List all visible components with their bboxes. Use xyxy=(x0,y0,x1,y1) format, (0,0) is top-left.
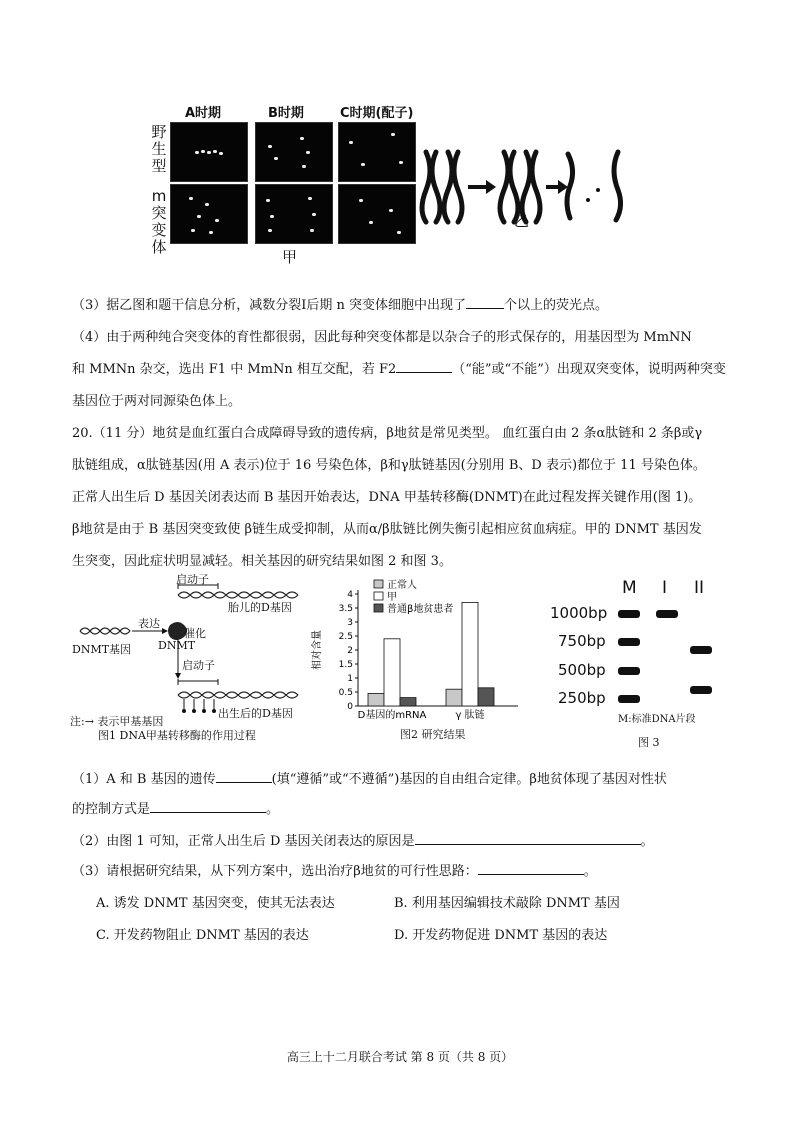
band-ii-700 xyxy=(690,646,712,654)
lane-label-i: I xyxy=(662,578,668,598)
promoter-top-label: 启动子 xyxy=(176,573,209,586)
figure-2 xyxy=(310,574,525,754)
band-m-500 xyxy=(618,667,640,675)
bar xyxy=(384,639,400,706)
q20-2: （2）由图 1 可知，正常人出生后 D 基因关闭表达的原因是 。 xyxy=(72,834,654,849)
x-tick-label: D基因的mRNA xyxy=(357,710,427,721)
q20-p5: 生突变，因此症状明显减轻。相关基因的研究结果如图 2 和图 3。 xyxy=(72,554,452,569)
bar xyxy=(478,688,494,706)
lane-label-ii: II xyxy=(694,578,705,598)
row-label-mutant: m突变体 xyxy=(151,187,167,256)
legend-swatch xyxy=(374,604,383,612)
q19-4-line3: 基因位于两对同源染色体上。 xyxy=(72,394,242,409)
y-tick-label: 0 xyxy=(347,702,353,712)
legend-swatch xyxy=(374,592,383,600)
dnmt-gene-label: DNMT基因 xyxy=(72,643,132,656)
q19-4-line1: （4）由于两种纯合突变体的育性都很弱，因此每种突变体都是以杂合子的形式保存的，用基因型为 MmNN xyxy=(72,330,692,345)
micrograph-wild-a xyxy=(170,122,248,182)
bar xyxy=(400,698,416,706)
option-b[interactable]: B. 利用基因编辑技术敲除 DNMT 基因 xyxy=(394,896,620,911)
q20-1-blank-b[interactable] xyxy=(150,812,266,813)
option-a[interactable]: A. 诱发 DNMT 基因突变，使其无法表达 xyxy=(96,896,335,911)
q20-2-blank[interactable] xyxy=(415,844,641,845)
y-tick-label: 0.5 xyxy=(338,688,353,698)
figure-1 xyxy=(70,575,320,755)
q20-1-line1: （1）A 和 B 基因的遗传 (填“遵循”或“不遵循”)基因的自由组合定律。β地贫体现了基因对性状 xyxy=(72,772,667,787)
y-tick-label: 3.5 xyxy=(338,604,353,614)
q20-1-line2: 的控制方式是 。 xyxy=(72,802,280,817)
fetal-gene-label: 胎儿的D基因 xyxy=(228,601,292,614)
header-b: B时期 xyxy=(268,106,304,121)
y-tick-label: 1 xyxy=(347,674,353,684)
bar xyxy=(462,602,478,706)
fig3-caption: 图 3 xyxy=(638,736,660,749)
marker-750: 750bp xyxy=(558,632,606,650)
band-i-1000 xyxy=(656,610,678,618)
fig1-note: 注:→ 表示甲基基因 xyxy=(70,715,164,728)
marker-250: 250bp xyxy=(558,689,606,707)
y-axis-label: 相对含量 xyxy=(312,630,323,670)
fig1-caption: 图1 DNA甲基转移酶的作用过程 xyxy=(98,729,256,742)
band-m-250 xyxy=(618,695,640,703)
micrograph-wild-c xyxy=(338,122,416,182)
legend-label: 甲 xyxy=(387,592,397,603)
caption-yi: 乙 xyxy=(514,212,530,230)
postnatal-gene-label: 出生后的D基因 xyxy=(218,707,293,720)
legend-label: 正常人 xyxy=(387,580,417,591)
bar xyxy=(446,689,462,706)
q19-3: （3）据乙图和题干信息分析，减数分裂Ⅰ后期 n 突变体细胞中出现了 个以上的荧光点。 xyxy=(72,298,609,313)
q20-1-blank-a[interactable] xyxy=(216,782,272,783)
caption-jia: 甲 xyxy=(282,248,298,266)
express-label: 表达 xyxy=(138,617,160,630)
fig3-lane-note: M:标准DNA片段 xyxy=(618,714,696,725)
q20-p2: 肽链组成，α肽链基因(用 A 表示)位于 16 号染色体，β和γ肽链基因(分别用 B、D 表示)都位于 11 号染色体。 xyxy=(72,458,706,473)
y-tick-label: 1.5 xyxy=(338,660,353,670)
micrograph-mutant-a xyxy=(170,184,248,244)
figure-jia xyxy=(150,100,420,270)
q19-4-line2: 和 MMNn 杂交，选出 F1 中 MmNn 相互交配，若 F2 （“能”或“不能”）出现双突变体，说明两种突变 xyxy=(72,362,726,377)
legend-swatch xyxy=(374,580,383,588)
band-m-1000 xyxy=(618,610,640,618)
page-footer: 高三上十二月联合考试 第 8 页（共 8 页） xyxy=(286,1050,514,1064)
row-label-wild: 野生型 xyxy=(151,123,167,175)
q20-p3: 正常人出生后 D 基因关闭表达而 B 基因开始表达，DNA 甲基转移酶(DNMT)在此过程发挥关键作用(图 1)。 xyxy=(72,490,702,505)
header-a: A时期 xyxy=(185,106,222,121)
lane-label-m: M xyxy=(622,578,637,598)
micrograph-mutant-b xyxy=(255,184,333,244)
band-m-750 xyxy=(618,638,640,646)
postnatal-d-gene-helix xyxy=(178,692,298,698)
bar xyxy=(368,693,384,706)
dnmt-label: DNMT xyxy=(158,639,196,652)
q20-3-blank[interactable] xyxy=(478,874,584,875)
marker-500: 500bp xyxy=(558,661,606,679)
q19-3-blank[interactable] xyxy=(466,308,504,309)
band-ii-300 xyxy=(690,686,712,694)
x-tick-label: γ 肽链 xyxy=(455,710,485,721)
q20-3: （3）请根据研究结果，从下列方案中，选出治疗β地贫的可行性思路： 。 xyxy=(72,864,597,879)
micrograph-mutant-c xyxy=(338,184,416,244)
y-tick-label: 3 xyxy=(347,618,353,628)
marker-1000: 1000bp xyxy=(550,604,608,622)
methyl-marks xyxy=(184,699,214,709)
q19-4-blank[interactable] xyxy=(396,372,452,373)
y-tick-label: 4 xyxy=(347,590,353,600)
option-c[interactable]: C. 开发药物阻止 DNMT 基因的表达 xyxy=(96,928,309,943)
q20-p1: 20.（11 分）地贫是血红蛋白合成障碍导致的遗传病，β地贫是常见类型。 血红蛋白由 2 条α肽链和 2 条β或γ xyxy=(72,426,703,441)
fetal-d-gene-helix xyxy=(178,592,298,598)
dnmt-gene-helix xyxy=(80,628,130,634)
y-tick-label: 2.5 xyxy=(338,632,353,642)
promoter-bottom-label: 启动子 xyxy=(182,659,215,672)
micrograph-wild-b xyxy=(255,122,333,182)
fig2-caption: 图2 研究结果 xyxy=(400,728,466,741)
figure-3 xyxy=(540,578,740,758)
q20-p4: β地贫是由于 B 基因突变致使 β链生成受抑制，从而α/β肽链比例失衡引起相应贫血病症。甲的 DNMT 基因发 xyxy=(72,522,702,537)
header-c: C时期(配子) xyxy=(340,106,414,121)
y-tick-label: 2 xyxy=(347,646,353,656)
option-d[interactable]: D. 开发药物促进 DNMT 基因的表达 xyxy=(394,928,608,943)
catalyze-label: 催化 xyxy=(184,627,206,640)
legend-label: 普通β地贫患者 xyxy=(387,604,454,615)
